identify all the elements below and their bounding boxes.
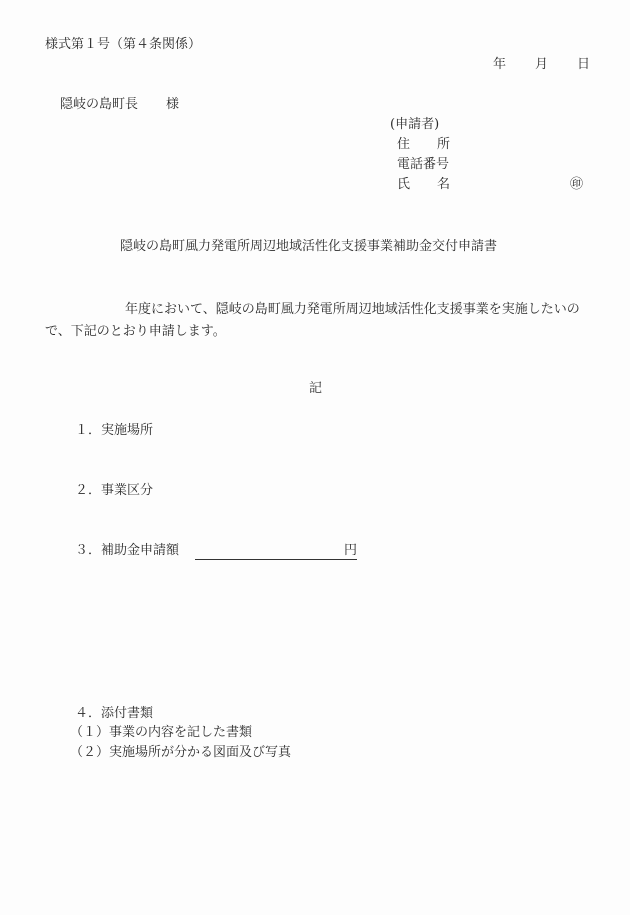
item-number: １． xyxy=(75,423,102,438)
item-number: ４． xyxy=(75,706,102,721)
attachment-number: （２） xyxy=(70,745,110,760)
ki-heading: 記 xyxy=(309,381,323,396)
addressee-name: 隠岐の島町長 xyxy=(60,97,139,112)
item-number: ２． xyxy=(75,483,102,498)
form-number: 様式第１号（第４条関係） xyxy=(45,37,202,52)
item-implementation-site xyxy=(75,423,153,439)
attachment-number: （１） xyxy=(70,725,110,740)
applicant-address-field[interactable] xyxy=(397,137,450,153)
applicant-section-label: (申請者) xyxy=(390,117,440,132)
attachment-label: 実施場所が分かる図面及び写真 xyxy=(109,745,292,760)
item-label: 補助金申請額 xyxy=(101,543,180,558)
date-field[interactable] xyxy=(493,57,590,73)
date-year-label: 年 xyxy=(493,57,507,72)
phone-label: 電話番号 xyxy=(397,157,450,172)
date-day-label: 日 xyxy=(577,57,591,72)
attachment-label: 事業の内容を記した書類 xyxy=(109,725,253,740)
addressee-suffix: 様 xyxy=(166,97,180,112)
body-paragraph: 年度において、隠岐の島町風力発電所周辺地域活性化支援事業を実施したいので、下記のとおり申請します。 xyxy=(45,302,580,339)
date-month-label: 月 xyxy=(535,57,549,72)
item-label: 添付書類 xyxy=(101,706,154,721)
subsidy-amount-field[interactable] xyxy=(195,543,357,560)
yen-unit: 円 xyxy=(344,543,358,558)
item-subsidy-amount xyxy=(75,543,357,560)
item-number: ３． xyxy=(75,543,102,558)
item-business-category xyxy=(75,483,153,499)
seal-mark: ㊞ xyxy=(570,177,584,192)
attachment-item xyxy=(70,725,252,741)
item-label: 実施場所 xyxy=(101,423,154,438)
item-attachments xyxy=(75,706,153,722)
applicant-name-field[interactable] xyxy=(397,177,450,193)
item-label: 事業区分 xyxy=(101,483,154,498)
name-label: 氏 名 xyxy=(397,177,451,192)
document-title: 隠岐の島町風力発電所周辺地域活性化支援事業補助金交付申請書 xyxy=(120,239,498,254)
attachment-item xyxy=(70,745,291,761)
address-label: 住 所 xyxy=(397,137,451,152)
addressee xyxy=(60,97,179,113)
applicant-phone-field[interactable] xyxy=(397,157,449,173)
